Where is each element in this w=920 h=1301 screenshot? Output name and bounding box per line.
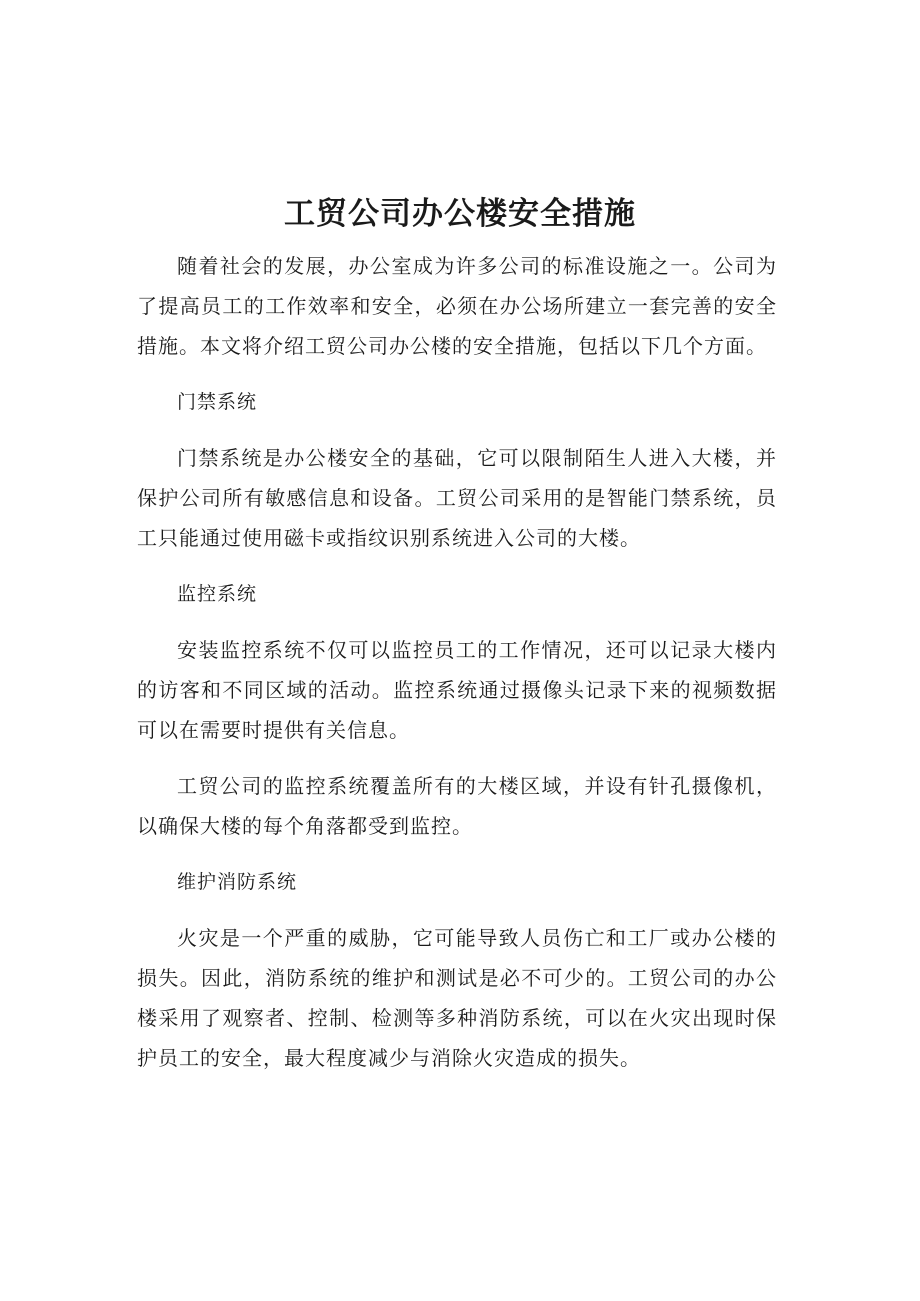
intro-paragraph: 随着社会的发展，办公室成为许多公司的标准设施之一。公司为了提高员工的工作效率和安全，必须在办公场所建立一套完善的安全措施。本文将介绍工贸公司办公楼的安全措施，包括以下几个方面。 <box>137 254 777 358</box>
section-heading-access-control: 门禁系统 <box>177 391 258 413</box>
monitoring-paragraph-2: 工贸公司的监控系统覆盖所有的大楼区域，并设有针孔摄像机，以确保大楼的每个角落都受到监控。 <box>137 774 777 838</box>
access-control-paragraph: 门禁系统是办公楼安全的基础，它可以限制陌生人进入大楼，并保护公司所有敏感信息和设备。工贸公司采用的是智能门禁系统，员工只能通过使用磁卡或指纹识别系统进入公司的大楼。 <box>137 446 777 550</box>
section-heading-fire-protection: 维护消防系统 <box>177 871 298 893</box>
fire-protection-paragraph: 火灾是一个严重的威胁，它可能导致人员伤亡和工厂或办公楼的损失。因此，消防系统的维护和测试是必不可少的。工贸公司的办公楼采用了观察者、控制、检测等多种消防系统，可以在火灾出现时保护员工的安全，最大程度减少与消除火灾造成的损失。 <box>137 926 777 1070</box>
document-body <box>137 246 777 1094</box>
monitoring-paragraph-1: 安装监控系统不仅可以监控员工的工作情况，还可以记录大楼内的访客和不同区域的活动。监控系统通过摄像头记录下来的视频数据可以在需要时提供有关信息。 <box>137 638 777 742</box>
section-heading-monitoring: 监控系统 <box>177 583 258 605</box>
document-title: 工贸公司办公楼安全措施 <box>284 196 636 232</box>
